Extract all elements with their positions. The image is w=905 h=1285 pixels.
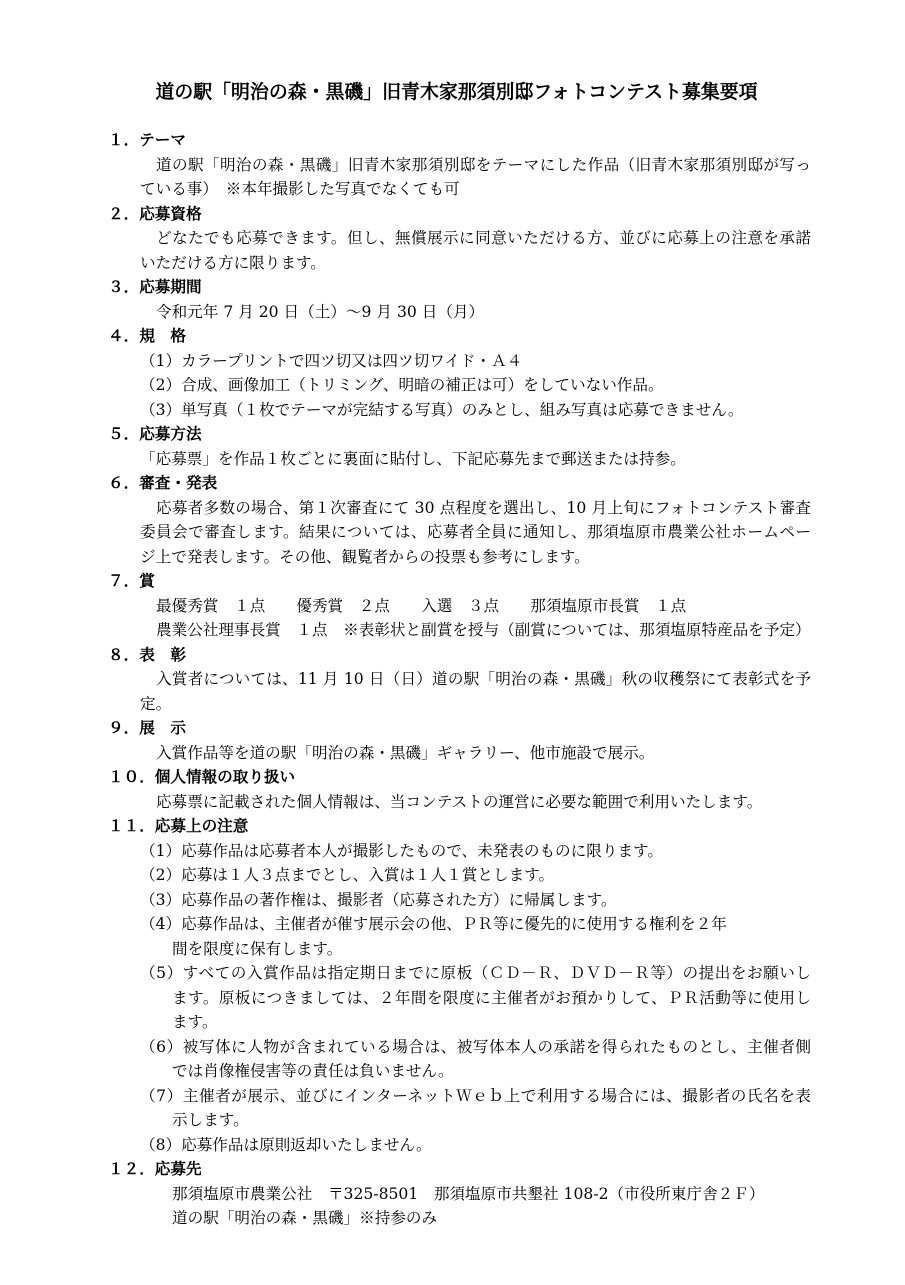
section-title: 規 格	[139, 326, 186, 345]
section-title: 応募先	[154, 1159, 202, 1178]
paragraph-line: 入賞作品等を道の駅「明治の森・黒磯」ギャラリー、他市施設で展示。	[156, 743, 655, 762]
section-title: 表 彰	[139, 644, 186, 664]
address-line: 道の駅「明治の森・黒磯」※持参のみ	[172, 1209, 438, 1227]
section-heading	[108, 569, 905, 594]
list-item: （1）カラープリントで四ツ切又は四ツ切ワイド・Ａ４	[140, 351, 523, 370]
paragraph-line: 応募票に記載された個人情報は、当コンテストの運営に必要な範囲で利用いたします。	[156, 792, 763, 811]
section-specifications	[0, 324, 905, 422]
section-judging	[0, 471, 905, 569]
paragraph-line: どなたでも応募できます。但し、無償展示に同意いただける方、並びに応募上の注意を承諾	[156, 229, 811, 247]
section-heading	[108, 643, 905, 668]
section-heading	[108, 422, 905, 447]
section-title: 応募資格	[139, 203, 202, 223]
paragraph-line: 「応募票」を作品１枚ごとに裏面に貼付し、下記応募先まで郵送または持参。	[140, 449, 686, 468]
section-number: １１．	[108, 816, 155, 835]
section-method	[0, 422, 905, 471]
paragraph-line: ている事） ※本年撮影した写真でなくても可	[140, 180, 460, 198]
section-title: 応募期間	[139, 277, 202, 296]
paragraph-line: いただける方に限ります。	[140, 253, 326, 272]
section-number: ３．	[108, 277, 140, 296]
section-notes	[0, 814, 905, 1157]
section-privacy	[0, 765, 905, 814]
section-heading	[108, 765, 905, 790]
section-number: ８．	[108, 644, 140, 664]
list-item: （8）応募作品は原則返却いたしません。	[140, 1135, 432, 1154]
section-number: ９．	[108, 718, 140, 737]
list-item-continuation: 間を限度に保有します。	[172, 939, 343, 958]
paragraph-line: 定。	[140, 694, 172, 713]
section-number: ５．	[108, 424, 140, 443]
section-heading	[108, 471, 905, 496]
section-number: ６．	[108, 473, 140, 492]
section-title: テーマ	[139, 130, 186, 149]
paragraph-line: 入賞者については、11 月 10 日（日）道の駅「明治の森・黒磯」秋の収穫祭にて表彰式を予	[156, 670, 811, 688]
section-title: 展 示	[139, 718, 186, 737]
list-item: （4）応募作品は、主催者が催す展示会の他、ＰＲ等に優先的に使用する権利を２年	[140, 915, 727, 933]
list-item: （1）応募作品は応募者本人が撮影したもので、未発表のものに限ります。	[140, 841, 663, 860]
section-heading	[108, 1157, 905, 1182]
section-title: 審査・発表	[139, 473, 218, 492]
section-number: １０．	[108, 767, 155, 786]
section-number: ４．	[108, 326, 140, 345]
paragraph-line: ジ上で発表します。その他、観覧者からの投票も参考にします。	[140, 547, 590, 566]
paragraph-line: 応募者多数の場合、第１次審査にて 30 点程度を選出し、10 月上旬にフォトコンテスト審査	[156, 498, 811, 517]
section-heading	[108, 814, 905, 839]
section-title: 応募方法	[139, 424, 202, 443]
document-title: 道の駅「明治の森・黒磯」旧青木家那須別邸フォトコンテスト募集要項	[155, 81, 758, 103]
list-item: （2）応募は１人３点までとし、入賞は１人１賞とします。	[140, 866, 555, 884]
section-commendation	[0, 643, 905, 717]
list-item: （3）単写真（１枚でテーマが完結する写真）のみとし、組み写真は応募できません。	[140, 400, 744, 419]
paragraph-line: 令和元年 7 月 20 日（土）～9 月 30 日（月）	[156, 302, 485, 321]
section-heading	[108, 202, 905, 227]
paragraph-line: 委員会で審査します。結果については、応募者全員に通知し、那須塩原市農業公社ホームペー	[140, 523, 811, 541]
section-theme	[0, 128, 905, 202]
list-item: （2）合成、画像加工（トリミング、明暗の補正は可）をしていない作品。	[140, 376, 664, 394]
section-awards	[0, 569, 905, 643]
section-heading	[108, 716, 905, 741]
list-item-continuation: ます。	[172, 1013, 218, 1031]
list-item-continuation: 示します。	[172, 1111, 249, 1129]
section-submission-address	[0, 1157, 905, 1231]
list-item: （5）すべての入賞作品は指定期日までに原板（ＣＤ－Ｒ、ＤＶＤ－Ｒ等）の提出をお願いし	[140, 964, 811, 982]
section-number: １．	[108, 130, 140, 149]
address-line: 那須塩原市農業公社 〒325-8501 那須塩原市共墾社 108-2（市役所東庁舎２Ｆ）	[172, 1184, 765, 1203]
list-item: （7）主催者が展示、並びにインターネットＷｅｂ上で利用する場合には、撮影者の氏名を表	[140, 1086, 811, 1105]
list-item: （6）被写体に人物が含まれている場合は、被写体本人の承諾を得られたものとし、主催者側	[140, 1037, 811, 1056]
section-title: 賞	[139, 571, 155, 590]
section-title: 応募上の注意	[154, 816, 249, 835]
section-heading	[108, 275, 905, 300]
section-eligibility	[0, 202, 905, 276]
section-heading	[108, 128, 905, 153]
section-title: 個人情報の取り扱い	[154, 767, 296, 786]
list-item-continuation: ます。原板につきましては、２年間を限度に主催者がお預かりして、ＰＲ活動等に使用し	[172, 988, 811, 1007]
paragraph-line: 道の駅「明治の森・黒磯」旧青木家那須別邸をテーマにした作品（旧青木家那須別邸が写っ	[156, 155, 811, 174]
section-number: ２．	[108, 203, 140, 223]
paragraph-line: 農業公社理事長賞 １点 ※表彰状と副賞を授与（副賞については、那須塩原特産品を予定）	[156, 621, 811, 639]
paragraph-line: 最優秀賞 １点 優秀賞 ２点 入選 ３点 那須塩原市長賞 １点	[156, 596, 687, 615]
section-exhibition	[0, 716, 905, 765]
document-body	[0, 128, 905, 1231]
section-number: １２．	[108, 1159, 155, 1178]
list-item-continuation: では肖像権侵害等の責任は負いません。	[172, 1062, 454, 1080]
section-number: ７．	[108, 571, 140, 590]
section-period	[0, 275, 905, 324]
list-item: （3）応募作品の著作権は、撮影者（応募された方）に帰属します。	[140, 890, 617, 909]
section-heading	[108, 324, 905, 349]
